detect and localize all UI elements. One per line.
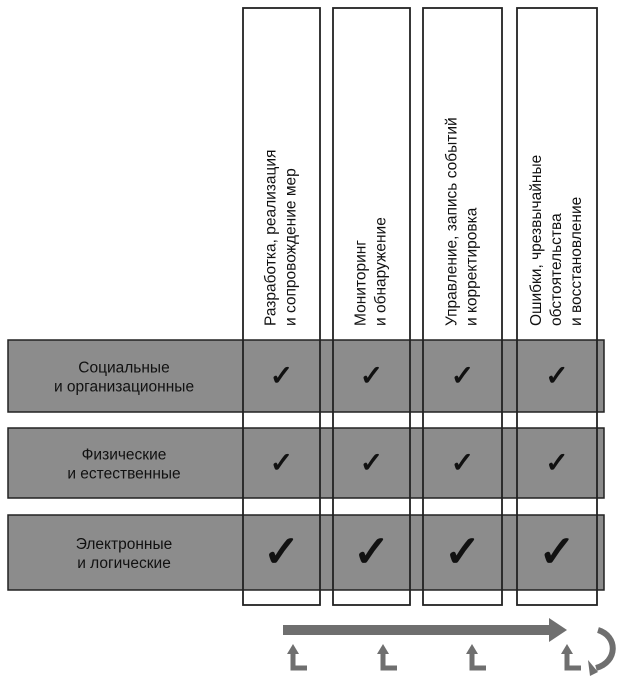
column-header: Ошибки, чрезвычайные (528, 154, 546, 326)
column-header: и обнаружение (372, 217, 390, 326)
checkmark-icon: ✓ (444, 527, 481, 577)
checkmark-icon: ✓ (263, 527, 300, 577)
column-header: Мониторинг (352, 240, 370, 326)
column-header: и восстановление (568, 196, 586, 326)
checkmark-icon: ✓ (450, 447, 475, 478)
feedback-return-arrow-head (561, 644, 573, 654)
checkmark-icon: ✓ (545, 447, 569, 478)
cycle-return-arrow-icon (596, 630, 613, 668)
row-social (8, 340, 604, 412)
column-header: обстоятельства (548, 213, 566, 326)
progress-arrow-shaft (283, 625, 551, 635)
checkmark-icon: ✓ (269, 360, 294, 391)
checkmark-icon: ✓ (269, 447, 294, 478)
checkmark-icon: ✓ (359, 447, 384, 478)
progress-arrow-icon (283, 618, 567, 642)
row-electronic (8, 515, 604, 590)
checkmark-icon: ✓ (538, 527, 576, 577)
column-header: Разработка, реализация (262, 149, 280, 326)
column-header: Управление, запись событий (443, 117, 461, 326)
row-physical (8, 428, 604, 498)
progress-arrow-head (549, 618, 567, 642)
checkmark-icon: ✓ (359, 360, 384, 391)
row-label: и логические (77, 555, 171, 572)
checkmark-icon: ✓ (450, 360, 475, 391)
feedback-return-arrow-head (377, 644, 389, 654)
column-header: и корректировка (463, 207, 481, 326)
checkmark-icon: ✓ (353, 527, 390, 577)
feedback-return-arrow-head (287, 644, 299, 654)
row-label: и организационные (53, 378, 195, 396)
row-label: Физические (81, 446, 167, 464)
row-label: Социальные (78, 359, 170, 377)
feedback-return-arrow-head (466, 644, 478, 654)
column-header: и сопровождение мер (282, 168, 300, 326)
row-label: и естественные (67, 465, 181, 483)
checkmark-icon: ✓ (545, 360, 569, 391)
row-label: Электронные (75, 536, 173, 553)
